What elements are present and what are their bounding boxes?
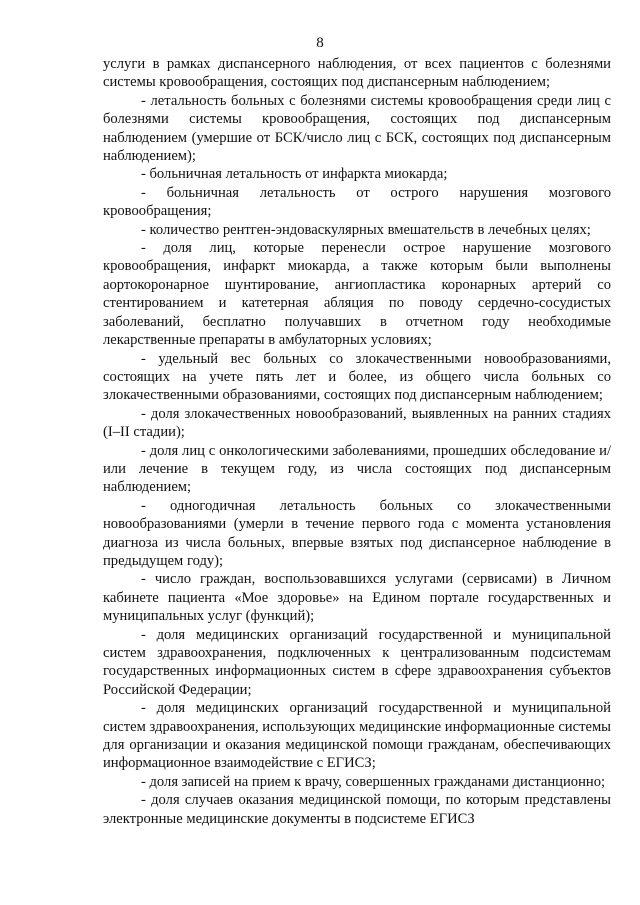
list-item: - доля случаев оказания медицинской помощи, по которым представлены электронные медицинские документы в подсистеме ЕГИСЗ [103,792,611,827]
list-item: - количество рентген-эндоваскулярных вмешательств в лечебных целях; [141,221,591,238]
list-item: - доля лиц с онкологическими заболеваниями, прошедших обследование и/или лечение в текущем году, из числа состоящих под диспансерным наблюдением; [103,442,611,496]
list-item: - доля медицинских организаций государственной и муниципальной систем здравоохранения, подключенных к централизованным подсистемам государственных информационных систем в сфере здравоохранения субъектов Российской Федерации; [103,626,611,698]
list-item: - больничная летальность от острого нарушения мозгового кровообращения; [103,184,611,220]
page-number: 8 [316,35,324,51]
list-item: - доля медицинских организаций государственной и муниципальной систем здравоохранения, использующих медицинские информационные системы для организации и оказания медицинской помощи гражданам, обеспечивающих информационное взаимодействие с ЕГИСЗ; [103,700,611,772]
list-item: - доля лиц, которые перенесли острое нарушение мозгового кровообращения, инфаркт миокарда, а также которым были выполнены аортокоронарное шунтирование, ангиопластика коронарных артерий со стентированием и катетерная абляция по поводу сердечно-сосудистых заболеваний, бесплатно получавших в отчетном году необходимые лекарственные препараты в амбулаторных условиях; [103,240,611,349]
list-item: - одногодичная летальность больных со злокачественными новообразованиями (умерли в течение первого года с момента установления диагноза из числа больных, впервые взятых под диспансерное наблюдение в предыдущем году); [103,497,611,569]
list-item: - больничная летальность от инфаркта миокарда; [141,166,448,183]
list-item: - число граждан, воспользовавшихся услугами (сервисами) в Личном кабинете пациента «Мое здоровье» на Едином портале государственных и муниципальных услуг (функций); [103,571,611,625]
paragraph-continuation: услуги в рамках диспансерного наблюдения, от всех пациентов с болезнями системы кровообращения, состоящих под диспансерным наблюдением; [103,56,611,91]
list-item: - доля злокачественных новообразований, выявленных на ранних стадиях (I–II стадии); [103,405,611,441]
document-body [103,55,611,828]
list-item: - доля записей на прием к врачу, совершенных гражданами дистанционно; [141,773,606,790]
list-item: - удельный вес больных со злокачественными новообразованиями, состоящих на учете пять лет и более, из общего числа больных со злокачественными образованиями, состоящих под диспансерным наблюдением; [103,350,611,404]
list-item: - летальность больных с болезнями системы кровообращения среди лиц с болезнями системы кровообращения, состоящих под диспансерным наблюдением (умершие от БСК/число лиц с БСК, состоящих под диспансерным наблюдением); [103,92,611,165]
